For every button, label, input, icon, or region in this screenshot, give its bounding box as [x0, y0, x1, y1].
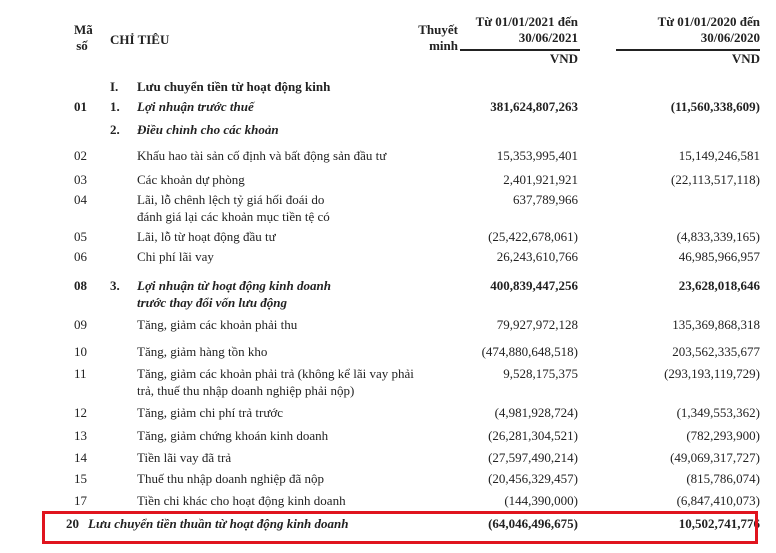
code-column-header — [74, 22, 93, 54]
current-period-header — [448, 14, 578, 46]
row-number: 3. — [110, 278, 120, 293]
prior-period-value: (11,560,338,609) — [670, 99, 760, 114]
prior-period-value: (6,847,410,073) — [676, 493, 760, 508]
current-period-value: 15,353,995,401 — [496, 148, 578, 163]
currency-label: VND — [549, 51, 578, 66]
current-period-value: (27,597,490,214) — [488, 450, 578, 465]
row-label: Lãi, lỗ chênh lệch tỷ giá hối đoái do — [137, 192, 325, 207]
row-label: Tiền chi khác cho hoạt động kinh doanh — [137, 493, 346, 508]
current-period-value: 637,789,966 — [513, 192, 578, 207]
row-code: 09 — [74, 317, 87, 332]
prior-period-value: 203,562,335,677 — [672, 344, 760, 359]
prior-period-value: (1,349,553,362) — [676, 405, 760, 420]
period-line: Từ 01/01/2021 đến — [475, 14, 578, 29]
row-label: Tăng, giảm các khoản phải thu — [137, 317, 298, 332]
row-label: Tăng, giảm chi phí trả trước — [137, 405, 284, 420]
prior-period-value: 10,502,741,776 — [678, 516, 760, 531]
current-period-value: (26,281,304,521) — [488, 428, 578, 443]
highlight-box — [42, 511, 758, 544]
row-label: Các khoản dự phòng — [137, 172, 245, 187]
note-header-line: minh — [429, 38, 458, 53]
row-number: I. — [110, 79, 119, 94]
prior-period-value: (815,786,074) — [686, 471, 760, 486]
row-code: 11 — [74, 366, 87, 381]
row-code: 02 — [74, 148, 87, 163]
current-period-value: 2,401,921,921 — [503, 172, 578, 187]
current-period-value: (474,880,648,518) — [481, 344, 578, 359]
row-label: Lợi nhuận từ hoạt động kinh doanh — [137, 278, 331, 293]
row-code: 08 — [74, 278, 87, 293]
row-label: Chi phí lãi vay — [137, 249, 214, 264]
prior-period-value: 23,628,018,646 — [678, 278, 760, 293]
row-code: 20 — [66, 516, 79, 531]
row-code: 13 — [74, 428, 87, 443]
current-period-value: 381,624,807,263 — [490, 99, 578, 114]
current-period-value: 9,528,175,375 — [503, 366, 578, 381]
row-label: Khấu hao tài sản cố định và bất động sản đầu tư — [137, 148, 387, 163]
current-period-value: (144,390,000) — [504, 493, 578, 508]
current-period-value: 400,839,447,256 — [490, 278, 578, 293]
prior-period-value: (4,833,339,165) — [676, 229, 760, 244]
prior-period-value: (782,293,900) — [686, 428, 760, 443]
period-line: Từ 01/01/2020 đến — [657, 14, 760, 29]
row-label: Lãi, lỗ từ hoạt động đầu tư — [137, 229, 276, 244]
row-code: 04 — [74, 192, 87, 207]
period-line: 30/06/2020 — [700, 30, 760, 45]
row-code: 03 — [74, 172, 87, 187]
row-number: 1. — [110, 99, 120, 114]
row-code: 15 — [74, 471, 87, 486]
code-header-line: Mã — [74, 22, 93, 37]
row-label: Tiền lãi vay đã trả — [137, 450, 232, 465]
period-line: 30/06/2021 — [518, 30, 578, 45]
prior-period-header — [620, 14, 760, 46]
currency-label: VND — [731, 51, 760, 66]
row-code: 01 — [74, 99, 87, 114]
row-label: Lưu chuyển tiền từ hoạt động kinh — [137, 79, 331, 94]
note-header-line: Thuyết — [418, 22, 458, 37]
row-label: Lợi nhuận trước thuế — [137, 99, 254, 114]
prior-period-value: 15,149,246,581 — [678, 148, 760, 163]
current-period-value: (20,456,329,457) — [488, 471, 578, 486]
current-period-value: (4,981,928,724) — [494, 405, 578, 420]
item-column-header: CHỈ TIÊU — [110, 32, 170, 47]
row-number: 2. — [110, 122, 120, 137]
prior-period-value: (22,113,517,118) — [671, 172, 760, 187]
row-label: Điều chỉnh cho các khoản — [137, 122, 279, 137]
row-label: đánh giá lại các khoản mục tiền tệ có — [137, 209, 330, 224]
row-label: Lưu chuyển tiền thuần từ hoạt động kinh doanh — [88, 516, 349, 531]
current-period-value: 79,927,972,128 — [496, 317, 578, 332]
row-code: 06 — [74, 249, 87, 264]
row-label: Tăng, giảm chứng khoán kinh doanh — [137, 428, 329, 443]
row-label: Tăng, giảm hàng tồn kho — [137, 344, 268, 359]
current-period-value: (64,046,496,675) — [488, 516, 578, 531]
current-period-value: 26,243,610,766 — [496, 249, 578, 264]
row-code: 05 — [74, 229, 87, 244]
code-header-line: số — [76, 38, 88, 53]
prior-period-value: 135,369,868,318 — [672, 317, 760, 332]
prior-period-value: (49,069,317,727) — [670, 450, 760, 465]
row-label: trả, thuế thu nhập doanh nghiệp phải nộp) — [137, 383, 355, 398]
row-code: 10 — [74, 344, 87, 359]
prior-period-value: 46,985,966,957 — [678, 249, 760, 264]
row-code: 12 — [74, 405, 87, 420]
current-period-value: (25,422,678,061) — [488, 229, 578, 244]
row-label: Tăng, giảm các khoản phải trả (không kể lãi vay phải — [137, 366, 414, 381]
row-label: Thuế thu nhập doanh nghiệp đã nộp — [137, 471, 325, 486]
row-code: 14 — [74, 450, 87, 465]
row-label: trước thay đổi vốn lưu động — [137, 295, 288, 310]
row-code: 17 — [74, 493, 87, 508]
prior-period-value: (293,193,119,729) — [664, 366, 760, 381]
